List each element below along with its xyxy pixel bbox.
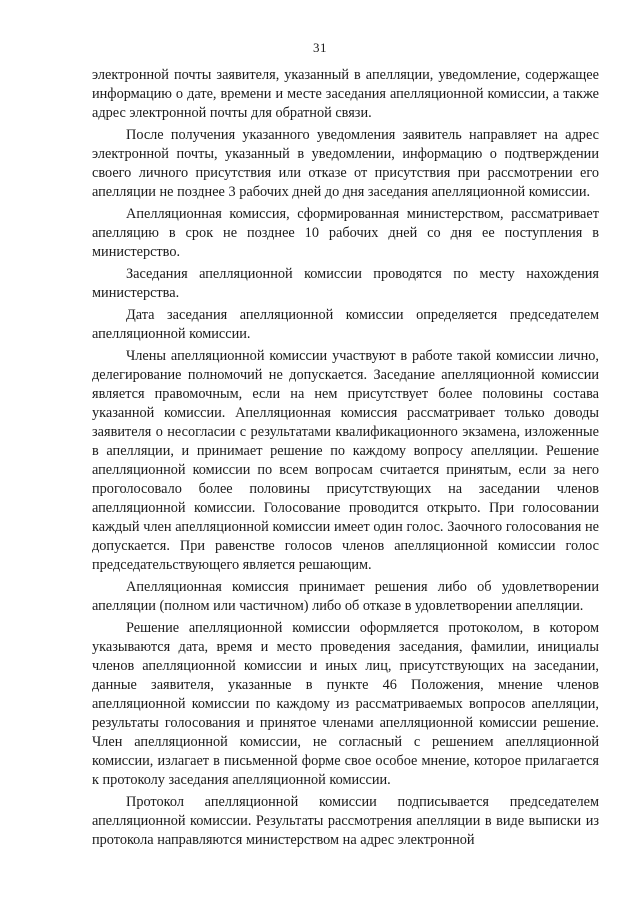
paragraph-decision-protocol: Решение апелляционной комиссии оформляется протоколом, в котором указываются дата, время и место проведения заседания, фамилии, инициалы членов апелляционной комиссии и иных лиц, присутствующих на заседании, данные заявителя, указанные в пункте 46 Положения, мнение членов апелляционной комиссии по каждому из рассматриваемых вопросов апелляции, результаты голосования и принятое членами апелляционной комиссии решение. Член апелляционной комиссии, не согласный с решением апелляционной комиссии, излагает в письменной форме свое особое мнение, которое прилагается к протоколу заседания апелляционной комиссии. (92, 620, 599, 788)
body-text (92, 66, 599, 853)
paragraph-commission-decisions: Апелляционная комиссия принимает решения либо об удовлетворении апелляции (полном или частичном) либо об отказе в удовлетворении апелляции. (92, 579, 599, 614)
paragraph-commission-members: Члены апелляционной комиссии участвуют в работе такой комиссии лично, делегирование полномочий не допускается. Заседание апелляционной комиссии является правомочным, если на нем присутствует более половины состава указанной комиссии. Апелляционная комиссия рассматривает только доводы заявителя о несогласии с результатами квалификационного экзамена, изложенные в апелляции, и принимает решение по каждому вопросу апелляции. Решение апелляционной комиссии по всем вопросам считается принятым, если за него проголосовало более половины присутствующих на заседании членов апелляционной комиссии. Голосование проводится открыто. При голосовании каждый член апелляционной комиссии имеет один голос. Заочного голосования не допускается. При равенстве голосов членов апелляционной комиссии голос председательствующего является решающим. (92, 348, 599, 573)
paragraph-meeting-location: Заседания апелляционной комиссии проводятся по месту нахождения министерства. (92, 266, 599, 301)
paragraph-meeting-date: Дата заседания апелляционной комиссии определяется председателем апелляционной комиссии. (92, 307, 599, 342)
paragraph-presence-confirmation: После получения указанного уведомления заявитель направляет на адрес электронной почты, указанный в уведомлении, информацию о подтверждении своего личного присутствия или отказе от присутствия при рассмотрении его апелляции не позднее 3 рабочих дней до дня заседания апелляционной комиссии. (92, 127, 599, 200)
page-number: 31 (313, 40, 327, 55)
paragraph-review-deadline: Апелляционная комиссия, сформированная министерством, рассматривает апелляцию в срок не позднее 10 рабочих дней со дня ее поступления в министерство. (92, 206, 599, 260)
paragraph-protocol-signing: Протокол апелляционной комиссии подписывается председателем апелляционной комиссии. Результаты рассмотрения апелляции в виде выписки из протокола направляются министерством на адрес электронной (92, 794, 599, 848)
paragraph-email-notification: электронной почты заявителя, указанный в апелляции, уведомление, содержащее информацию о дате, времени и месте заседания апелляционной комиссии, а также адрес электронной почты для обратной связи. (92, 67, 599, 121)
